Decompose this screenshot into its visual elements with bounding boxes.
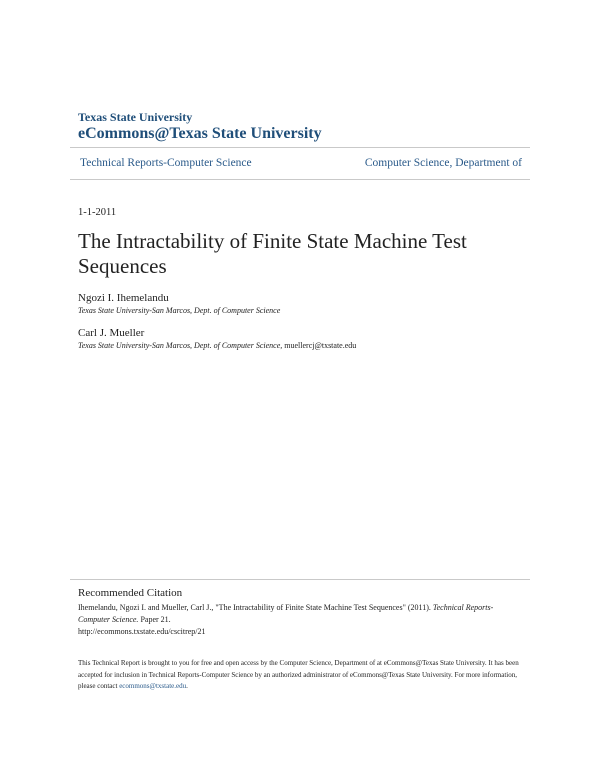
department-link[interactable]: Computer Science, Department of (364, 157, 522, 169)
author-name: Carl J. Mueller (78, 327, 145, 339)
notice-text: This Technical Report is brought to you for free and open access by the Computer Science, Department of at eCommons@Texas State University. It has been accepted for inclusion in Technical Reports-Computer Science by an authorized administrator of eCommons@Texas State University. For more information, please contact (78, 659, 519, 690)
affiliation-separator: , (280, 341, 285, 350)
contact-email-link[interactable]: ecommons@txstate.edu (119, 682, 187, 690)
top-divider (70, 147, 530, 148)
paper-title: The Intractability of Finite State Machine Test Sequences (78, 229, 467, 278)
affiliation-text: Texas State University-San Marcos, Dept. of Computer Science (78, 341, 281, 350)
author-name: Ngozi I. Ihemelandu (78, 292, 169, 304)
author-affiliation (78, 306, 280, 315)
collection-link[interactable]: Technical Reports-Computer Science (80, 157, 252, 169)
author-email[interactable]: muellercj@txstate.edu (284, 341, 357, 350)
author-affiliation (78, 341, 356, 350)
university-name: Texas State University (78, 110, 193, 124)
citation-divider (70, 579, 530, 580)
institution-header (78, 110, 322, 144)
repository-name[interactable]: eCommons@Texas State University (78, 125, 322, 142)
affiliation-text: Texas State University-San Marcos, Dept. of Computer Science (78, 306, 281, 315)
citation-url[interactable]: http://ecommons.txstate.edu/cscitrep/21 (78, 627, 206, 636)
citation-paper: Paper 21. (140, 615, 171, 624)
publication-date: 1-1-2011 (78, 207, 117, 218)
citation-heading: Recommended Citation (78, 587, 183, 599)
nav-divider (70, 179, 530, 180)
citation-text (78, 602, 518, 638)
notice-end: . (186, 682, 188, 690)
citation-plain: Ihemelandu, Ngozi I. and Mueller, Carl J., "The Intractability of Finite State Machine Test Sequences" (2011). (78, 603, 431, 612)
access-notice (78, 658, 522, 693)
citation-series: Technical Reports-Computer Science. (78, 603, 494, 624)
collection-nav (80, 157, 522, 169)
